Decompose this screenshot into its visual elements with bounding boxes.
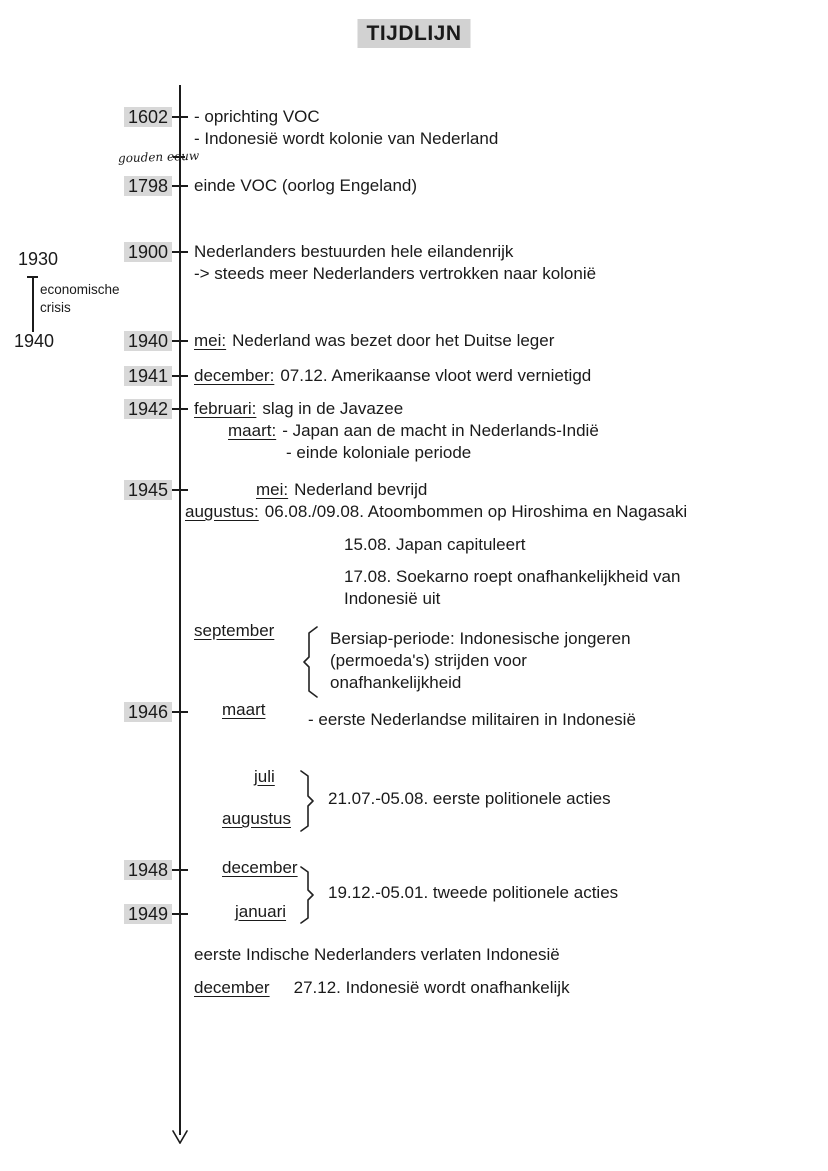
year-label-1942: 1942 [124,399,172,419]
event-1602-line1: - oprichting VOC [194,107,320,126]
event-1945-text2: 06.08./09.08. Atoombommen op Hiroshima en Nagasaki [264,502,688,521]
tick-1949 [171,913,188,915]
event-1945-text4a: 17.08. Soekarno roept onafhankelijkheid van [344,567,681,586]
event-1900-line1: Nederlanders bestuurden hele eilandenrijk [194,242,514,261]
bersiap-line3: onafhankelijkheid [330,673,462,692]
year-label-1940: 1940 [124,331,172,351]
mini-year-1940: 1940 [14,331,55,351]
tick-1940 [171,340,188,342]
month-label-december-1948: december [222,858,298,877]
axis-arrowhead-icon [172,1130,188,1144]
month-label-maart-1942: maart: [228,421,277,440]
final-line2 [194,977,570,999]
tick-1948 [171,869,188,871]
bersiap-line1: Bersiap-periode: Indonesische jongeren [330,629,631,648]
event-1945-line2 [185,501,687,523]
month-label-januari-1949: januari [235,902,287,921]
year-label-1948: 1948 [124,860,172,880]
event-1798: einde VOC (oorlog Engeland) [194,176,418,195]
event-1945-text4b: Indonesië uit [344,589,441,608]
month-label-december-1949: december [194,978,270,997]
event-1940 [194,330,554,352]
tick-1946 [171,711,188,713]
event-1945-text1: Nederland bevrijd [294,480,428,499]
tick-1945 [171,489,188,491]
mini-label-line2: crisis [40,300,71,315]
bersiap-line2: (permoeda's) strijden voor [330,651,527,670]
event-1946-text: - eerste Nederlandse militairen in Indonesië [308,710,636,729]
tick-1798 [171,185,188,187]
bersiap-bracket-icon [303,626,319,698]
politionele1-bracket-icon [299,770,315,832]
event-1941-text: 07.12. Amerikaanse vloot werd vernietigd [280,366,592,385]
event-1941 [194,365,591,387]
year-label-1945: 1945 [124,480,172,500]
month-label-februari-1942: februari: [194,399,257,418]
event-1942-line3: - einde koloniale periode [286,443,472,462]
month-label-mei-1940: mei: [194,331,227,350]
final-text: 27.12. Indonesië wordt onafhankelijk [293,978,570,997]
month-label-september: september [194,621,275,640]
handwritten-note: gouden eeuw [117,148,200,166]
event-1942-line2 [228,420,599,442]
tick-1942 [171,408,188,410]
event-1945-line1 [256,479,427,501]
year-label-1602: 1602 [124,107,172,127]
event-1940-text: Nederland was bezet door het Duitse leger [232,331,555,350]
mini-label-line1: economische [40,282,120,297]
event-1942-line1 [194,398,403,420]
mini-year-1930: 1930 [18,249,59,269]
month-label-december-1941: december: [194,366,275,385]
month-label-mei-1945: mei: [256,480,289,499]
month-label-maart-1946: maart [222,700,266,719]
final-line1: eerste Indische Nederlanders verlaten Indonesië [194,945,560,964]
timeline-axis [179,85,181,1135]
year-label-1941: 1941 [124,366,172,386]
year-label-1798: 1798 [124,176,172,196]
event-1900-line2: -> steeds meer Nederlanders vertrokken naar kolonië [194,264,597,283]
year-label-1949: 1949 [124,904,172,924]
tick-1941 [171,375,188,377]
year-label-1946: 1946 [124,702,172,722]
month-label-juli: juli [254,767,275,786]
event-1942-text1: slag in de Javazee [262,399,404,418]
politionele2-bracket-icon [299,866,315,924]
tick-1900 [171,251,188,253]
month-label-augustus-1947: augustus [222,809,291,828]
year-label-1900: 1900 [124,242,172,262]
page-title: TIJDLIJN [357,19,470,48]
event-1945-text3: 15.08. Japan capituleert [344,535,526,554]
month-label-augustus-1945: augustus: [185,502,259,521]
tick-1602 [171,116,188,118]
event-1602-line2: - Indonesië wordt kolonie van Nederland [194,129,499,148]
politionele2-text: 19.12.-05.01. tweede politionele acties [328,883,619,902]
event-1942-text2: - Japan aan de macht in Nederlands-Indië [282,421,599,440]
mini-timeline-axis [32,277,34,332]
politionele1-text: 21.07.-05.08. eerste politionele acties [328,789,611,808]
